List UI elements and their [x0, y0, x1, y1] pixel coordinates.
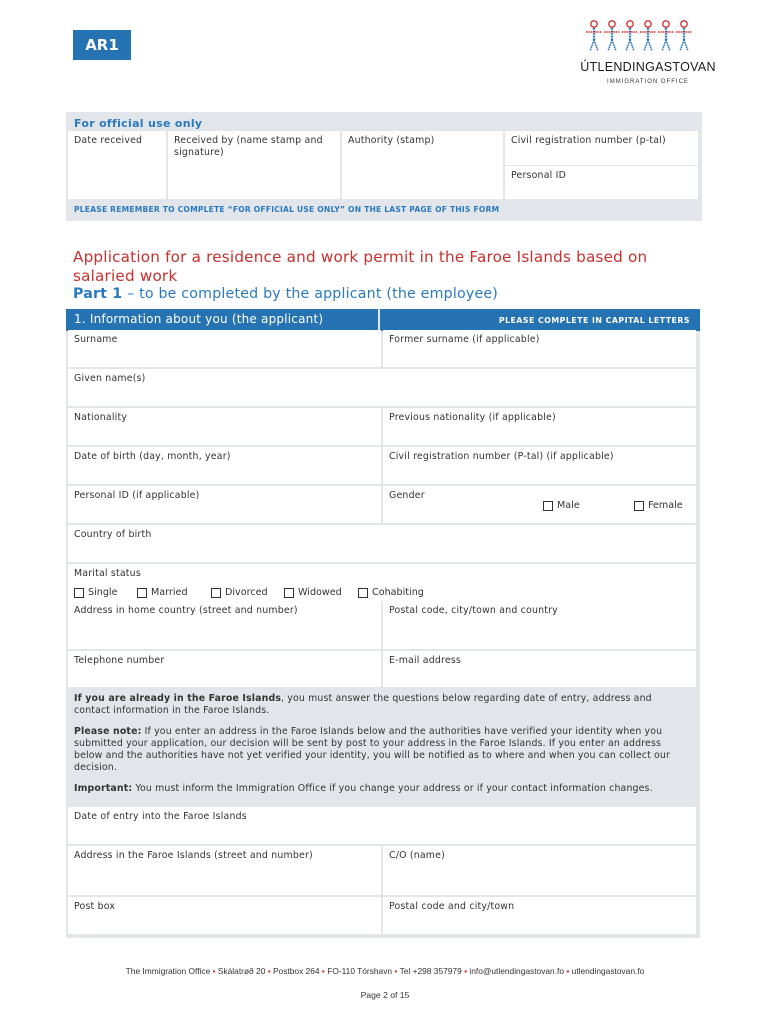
marital-widowed-label: Widowed	[298, 587, 342, 598]
logo-name: ÚTLENDINGASTOVAN	[580, 60, 716, 74]
footer-email[interactable]: info@utlendingastovan.fo	[469, 966, 565, 976]
previous-nationality-field[interactable]: Previous nationality (if applicable)	[383, 408, 696, 445]
civil-reg-number-field[interactable]: Civil registration number (P-tal) (if applicable)	[383, 447, 696, 484]
marital-status-field: Marital status	[68, 564, 696, 601]
form-code-badge: AR1	[73, 30, 131, 60]
postal-code-country-field[interactable]: Postal code, city/town and country	[383, 601, 696, 649]
given-names-field[interactable]: Given name(s)	[68, 369, 696, 406]
info-already-text: , you must answer the questions below regarding date of entry, address and contact information in the Faroe Islands.	[74, 693, 652, 716]
gender-male-label: Male	[557, 500, 580, 511]
former-surname-field[interactable]: Former surname (if applicable)	[383, 330, 696, 367]
part-title	[73, 286, 498, 302]
checkbox-icon[interactable]	[137, 588, 147, 598]
marital-widowed-option[interactable]	[284, 587, 342, 598]
part-description: – to be completed by the applicant (the employee)	[122, 286, 499, 302]
authority-stamp-field[interactable]: Authority (stamp)	[342, 131, 503, 199]
gender-female-option[interactable]	[634, 500, 683, 511]
capital-letters-note: PLEASE COMPLETE IN CAPITAL LETTERS	[498, 316, 690, 325]
date-received-field[interactable]: Date received	[68, 131, 166, 199]
footer-contact	[0, 966, 770, 976]
footer-separator: ▪	[394, 966, 398, 976]
official-use-title: For official use only	[74, 117, 203, 130]
info-important-bold: Important:	[74, 783, 133, 794]
footer-separator: ▪	[566, 966, 570, 976]
marital-single-option[interactable]	[74, 587, 118, 598]
civil-registration-field[interactable]: Civil registration number (p-tal)	[505, 131, 698, 165]
marital-cohabiting-label: Cohabiting	[372, 587, 424, 598]
home-address-field[interactable]: Address in home country (street and number)	[68, 601, 381, 649]
checkbox-icon[interactable]	[284, 588, 294, 598]
footer-tel: Tel +298 357979	[399, 966, 462, 976]
people-chain-logo-icon	[586, 20, 710, 54]
telephone-field[interactable]: Telephone number	[68, 651, 381, 687]
logo-subtitle: IMMIGRATION OFFICE	[607, 79, 689, 85]
info-important-text: You must inform the Immigration Office if you change your address or if your contact information changes.	[132, 783, 653, 794]
faroe-address-field[interactable]: Address in the Faroe Islands (street and number)	[68, 846, 381, 895]
gender-field: Gender	[383, 486, 696, 523]
logo	[578, 20, 718, 92]
gender-female-label: Female	[648, 500, 683, 511]
footer-separator: ▪	[267, 966, 271, 976]
marital-divorced-option[interactable]	[211, 587, 268, 598]
country-of-birth-field[interactable]: Country of birth	[68, 525, 696, 562]
footer-separator: ▪	[321, 966, 325, 976]
footer-separator: ▪	[212, 966, 216, 976]
info-already-bold: If you are already in the Faroe Islands	[74, 693, 282, 704]
official-personal-id-field[interactable]: Personal ID	[505, 166, 698, 199]
info-note-text: If you enter an address in the Faroe Islands below and the authorities have verified your identity when you submitted your application, our decision will be sent by post to your address in the Faroe Islands. If you enter an address below and the authorities have not yet verified your identity, you will be notified as to where and when you can collect our decision.	[74, 726, 671, 773]
official-use-note: PLEASE REMEMBER TO COMPLETE “FOR OFFICIAL USE ONLY” ON THE LAST PAGE OF THIS FORM	[74, 205, 500, 214]
footer-street: Skálatrøð 20	[217, 966, 266, 976]
checkbox-icon[interactable]	[74, 588, 84, 598]
section1-header	[66, 309, 700, 331]
marital-married-option[interactable]	[137, 587, 188, 598]
footer-office: The Immigration Office	[125, 966, 211, 976]
marital-cohabiting-option[interactable]	[358, 587, 424, 598]
footer-city: FO-110 Tórshavn	[327, 966, 393, 976]
footer-web[interactable]: utlendingastovan.fo	[571, 966, 645, 976]
personal-id-field[interactable]: Personal ID (if applicable)	[68, 486, 381, 523]
checkbox-icon[interactable]	[358, 588, 368, 598]
application-title: Application for a residence and work permit in the Faroe Islands based on salaried work	[73, 248, 648, 285]
info-important	[74, 783, 690, 795]
info-already-in-faroe	[74, 693, 690, 717]
marital-single-label: Single	[88, 587, 118, 598]
received-by-field[interactable]: Received by (name stamp and signature)	[168, 131, 340, 199]
checkbox-icon[interactable]	[543, 501, 553, 511]
checkbox-icon[interactable]	[211, 588, 221, 598]
post-box-field[interactable]: Post box	[68, 897, 381, 934]
section1-header-divider	[378, 309, 380, 331]
co-name-field[interactable]: C/O (name)	[383, 846, 696, 895]
marital-divorced-label: Divorced	[225, 587, 268, 598]
checkbox-icon[interactable]	[634, 501, 644, 511]
footer-separator: ▪	[464, 966, 468, 976]
nationality-field[interactable]: Nationality	[68, 408, 381, 445]
footer-postbox: Postbox 264	[273, 966, 320, 976]
date-of-entry-field[interactable]: Date of entry into the Faroe Islands	[68, 807, 696, 844]
part-label: Part 1	[73, 286, 123, 302]
info-please-note	[74, 726, 690, 774]
postal-city-field[interactable]: Postal code and city/town	[383, 897, 696, 934]
page-number: Page 2 of 15	[360, 990, 410, 1000]
gender-male-option[interactable]	[543, 500, 580, 511]
surname-field[interactable]: Surname	[68, 330, 381, 367]
email-field[interactable]: E-mail address	[383, 651, 696, 687]
marital-married-label: Married	[151, 587, 188, 598]
info-note-bold: Please note:	[74, 726, 142, 737]
date-of-birth-field[interactable]: Date of birth (day, month, year)	[68, 447, 381, 484]
section1-title: 1. Information about you (the applicant)	[74, 312, 324, 326]
